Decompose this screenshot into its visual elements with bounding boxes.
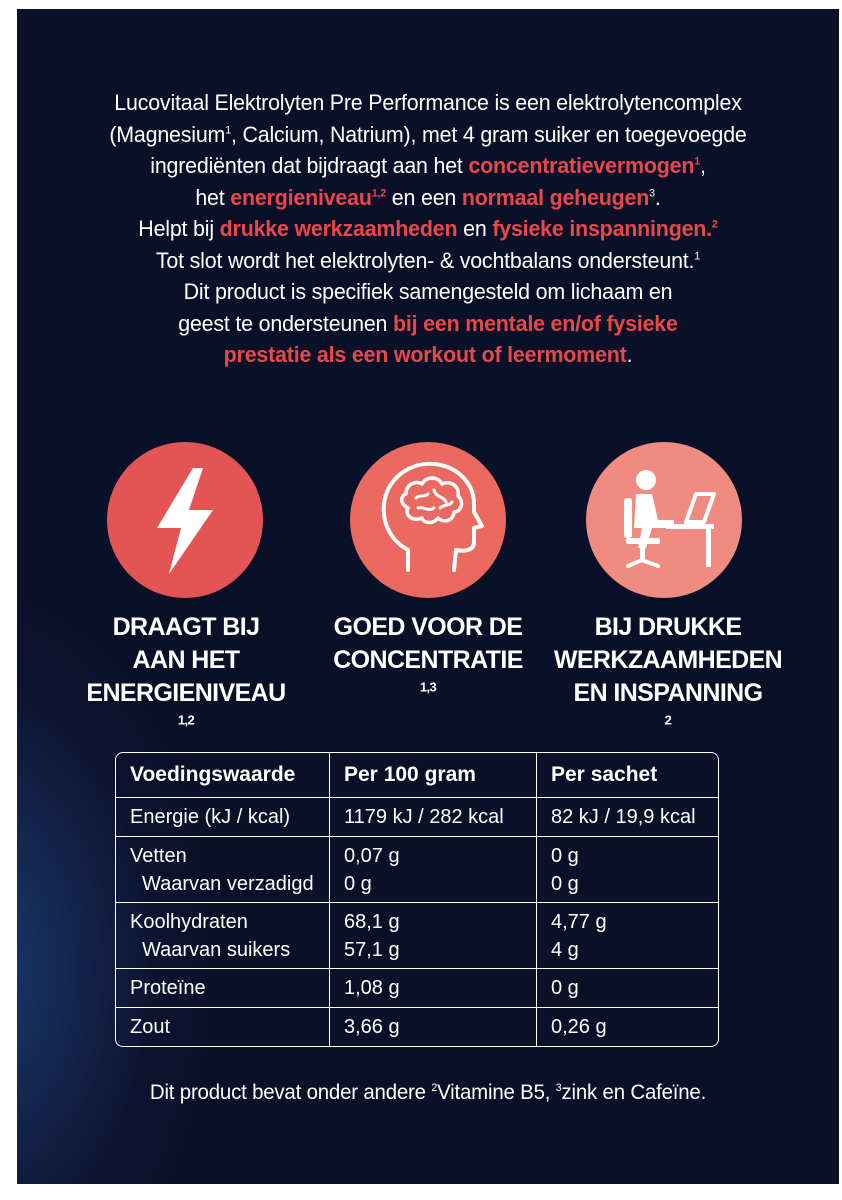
feature-concentration: GOED VOOR DE CONCENTRATIE $^{1,3}$ xyxy=(333,613,523,695)
feature-energy: DRAAGT BIJ AAN HET ENERGIENIVEAU $^{1,2}$ xyxy=(86,613,286,728)
table-row: Proteïne 1,08 g 0 g xyxy=(116,969,718,1008)
table-row: Koolhydraten Waarvan suikers 68,1 g 57,1 g 4,77 g 4 g xyxy=(116,903,718,969)
nutrition-table xyxy=(115,752,719,1047)
product-info-panel xyxy=(17,9,839,1184)
work-effort-circle xyxy=(586,442,742,598)
energy-circle xyxy=(107,442,263,598)
header-per-100g: Per 100 gram xyxy=(330,753,537,798)
highlight-physical-effort: fysieke inspanningen. xyxy=(492,216,712,241)
header-nutrient: Voedingswaarde xyxy=(116,753,330,798)
highlight-busy-work: drukke werkzaamheden xyxy=(219,216,458,241)
feature-work-effort: BIJ DRUKKE WERKZAAMHEDEN EN INSPANNING $^2$ xyxy=(553,613,783,728)
ingredients-footnote: Dit product bevat onder andere $^2$Vitamine B5, $^3$zink en Cafeïne. xyxy=(149,1081,707,1104)
table-row: Zout 3,66 g 0,26 g xyxy=(116,1008,718,1046)
table-row: Vetten Waarvan verzadigd 0,07 g 0 g 0 g 0 g xyxy=(116,837,718,903)
person-at-desk-icon xyxy=(586,442,742,598)
lightning-bolt-icon xyxy=(107,442,263,598)
concentration-circle xyxy=(350,442,506,598)
table-header-row xyxy=(116,753,718,798)
intro-text: Lucovitaal Elektrolyten Pre Performance is een elektrolytencomplex (Magnesium$^1$, Calcium, Natrium), met 4 gram suiker en toegevoegde ingrediënten dat bijdraagt aan het concentratievermogen$^1$, het energieniveau$^{1,2}$ en een normaal geheugen$^3$. Helpt bij drukke werkzaamheden en fysieke inspanningen.$^2$ Tot slot wordt het elektrolyten- & vochtbalans ondersteunt.$^1$ Dit product is specifiek samengesteld om lichaam en geest te ondersteunen bij een mentale en/of fysieke prestatie als een workout of leermoment. xyxy=(109,90,747,367)
highlight-energy: energieniveau xyxy=(230,184,372,210)
brain-head-icon xyxy=(350,442,506,598)
header-per-sachet: Per sachet xyxy=(537,753,718,798)
highlight-performance: bij een mentale en/of fysieke xyxy=(393,310,678,336)
table-row: Energie (kJ / kcal) 1179 kJ / 282 kcal 82 kJ / 19,9 kcal xyxy=(116,798,718,837)
highlight-concentration: concentratievermogen xyxy=(468,153,695,178)
highlight-memory: normaal geheugen xyxy=(461,184,650,210)
